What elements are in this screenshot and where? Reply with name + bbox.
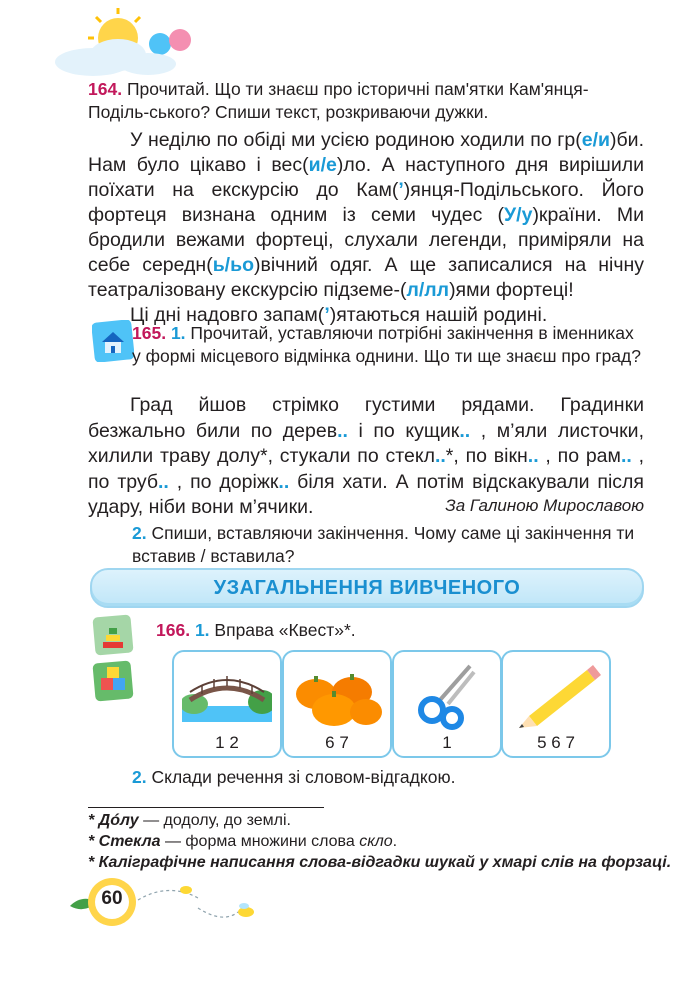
balloons-icon	[149, 29, 191, 55]
blank-dots: ..	[620, 445, 632, 467]
footnote-word: * Стекла	[88, 833, 161, 850]
blank-option: ’	[324, 304, 330, 326]
ex165-author: За Галиною Мирославою	[445, 496, 644, 515]
footnote-divider	[88, 807, 324, 808]
text-run: , по доріжк	[168, 470, 279, 493]
ex164-text	[88, 128, 644, 328]
ex164-instruction-text: Прочитай. Що ти знаєш про історичні пам'ятки Кам'янця-Поділь-ського? Спиши текст, розкриваючи дужки.	[88, 79, 589, 122]
blank-dots: ..	[278, 470, 290, 493]
ex166-title	[156, 620, 356, 641]
ex164-number: 164.	[88, 79, 123, 99]
text-run: )країни. Ми бродили вежами фортеці, слухали легенди, приміряли на себе середн(	[88, 204, 644, 276]
text-run: Град йшов стрімко густими рядами. Градинки безжально били по дерев	[88, 394, 644, 442]
bee-icon	[138, 886, 254, 917]
footnote-word: * Каліграфічне написання слова-відгадки шукай у хмарі слів на форзаці.	[88, 854, 672, 871]
blank-dots: ..	[158, 470, 169, 493]
pyramid-toy-icon	[92, 614, 134, 656]
footnote-def: — додолу, до землі.	[138, 812, 291, 829]
footnote-end: .	[392, 833, 398, 850]
ex164-paragraph1	[88, 128, 644, 303]
blank-option: У/у	[504, 204, 533, 226]
pencil-icon	[509, 660, 603, 730]
ex165-task2	[132, 522, 644, 568]
blank-dots: ..	[434, 445, 446, 467]
ex166-task2-text: Склади речення зі словом-відгадкою.	[151, 767, 456, 787]
text-run: Ці дні надовго запам(	[130, 304, 325, 326]
footnote-extra: скло	[359, 833, 393, 850]
ex165-number: 165.	[132, 323, 167, 343]
sun-balloons-decoration	[48, 0, 198, 80]
footnote-word: * Дóлу	[88, 812, 139, 829]
blank-option: ’	[398, 179, 404, 201]
ex165-instruction	[132, 322, 644, 368]
footnote-dolu	[88, 812, 291, 830]
ex165-instruction-text: Прочитай, уставляючи потрібні закінчення в іменниках у формі місцевого відмінка однини. Що ти ще знаєш про град?	[132, 323, 641, 366]
ex164-instruction	[88, 78, 648, 124]
ex166-title-text: Вправа «Квест»*.	[214, 620, 356, 640]
scissors-icon	[412, 660, 482, 730]
quest-card-label: 1	[442, 733, 452, 752]
text-run: , по рам	[538, 445, 621, 467]
blocks-icon	[92, 660, 134, 702]
text-run: )ло. А наступного дня вирішили поїхати на екскурсію до Кам(	[88, 154, 644, 201]
house-icon	[92, 320, 134, 362]
quest-card-label: 6 7	[325, 733, 349, 752]
quest-card-scissors	[392, 650, 502, 758]
blank-option: и/е	[308, 154, 337, 176]
ex165-task2-text: Спиши, вставляючи закінчення. Чому саме ці закінчення ти вставив / вставила?	[132, 523, 635, 566]
blank-dots: ..	[527, 445, 539, 467]
bridge-icon	[182, 664, 272, 726]
ex165-sub: 1.	[170, 323, 186, 343]
blank-dots: ..	[337, 419, 348, 442]
quest-card-label: 1 2	[215, 733, 239, 752]
blank-option: л/лл	[406, 279, 450, 301]
ex166-task2	[132, 767, 455, 788]
ex166-sub: 1.	[194, 620, 210, 640]
footnote-calligraphy	[88, 854, 671, 872]
blank-option: е/и	[581, 129, 611, 151]
text-run: У неділю по обіді ми усією родиною ходили по гр(	[130, 129, 582, 151]
text-run: )вічний одяг. А ще записалися на нічну театралізовану екскурсію підземе-(	[88, 254, 644, 301]
pumpkins-icon	[290, 666, 384, 728]
ex166-task2-number: 2.	[132, 767, 147, 787]
blank-option: ь/ьо	[212, 254, 254, 276]
text-run: )би. Нам було цікаво і вес(	[88, 129, 644, 176]
quest-card-pumpkins	[282, 650, 392, 758]
text-run: )ятаються нашій родині.	[329, 304, 548, 326]
footnote-def: — форма множини слова	[160, 833, 360, 850]
text-run: біля хати. А потім відскакували після удару, ніби вони м’ячики.	[88, 470, 644, 518]
ex166-number: 166.	[156, 620, 191, 640]
footnote-stekla	[88, 833, 397, 851]
section-banner-title: УЗАГАЛЬНЕННЯ ВИВЧЕНОГО	[213, 577, 521, 599]
ex165-task2-number: 2.	[132, 523, 147, 543]
text-run: , по труб	[88, 445, 644, 493]
blank-dots: ..	[459, 419, 471, 442]
text-run: )ями фортеці!	[449, 279, 574, 301]
quest-card-pencil	[501, 650, 611, 758]
section-banner	[90, 568, 644, 608]
text-run: )янця-Подільського. Його фортеця визнана одним із семи чудес (	[88, 179, 645, 226]
quest-card-bridge	[172, 650, 282, 758]
text-run: і по кущик	[347, 419, 460, 442]
text-run: , м’яли листочки, хилили траву долу*, стукали по стекл	[88, 419, 644, 467]
quest-card-label: 5 6 7	[537, 733, 575, 752]
page-number: 60	[101, 888, 123, 909]
text-run: *, по вікн	[445, 445, 528, 467]
